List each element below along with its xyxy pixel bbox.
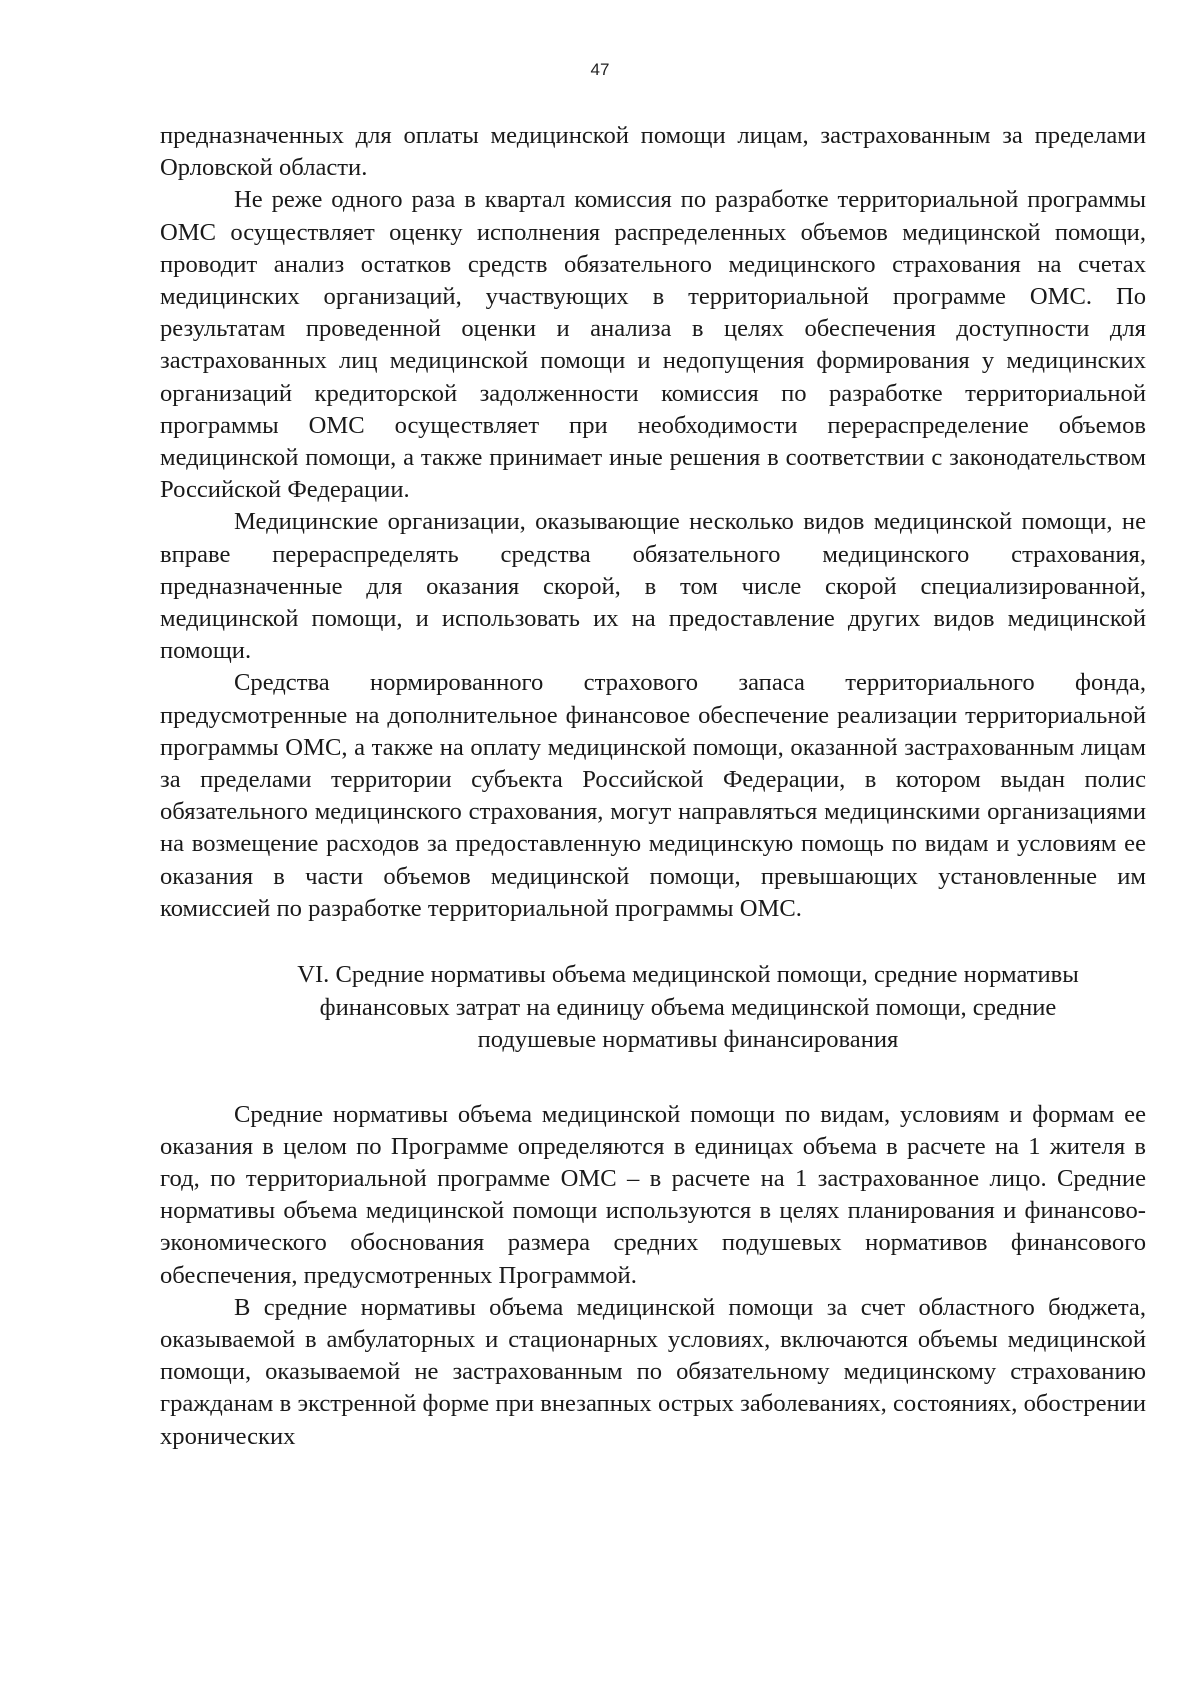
page-number: 47 bbox=[590, 60, 610, 79]
paragraph-medical-organizations: Медицинские организации, оказывающие несколько видов медицинской помощи, не вправе перераспределять средства обязательного медицинского страхования, предназначенные для оказания скорой, в том числе скорой специализированной, медицинской помощи, и использовать их на предоставление других видов медицинской помощи. bbox=[160, 508, 1146, 665]
paragraph-commission-assessment: Не реже одного раза в квартал комиссия по разработке территориальной программы ОМС осуществляет оценку исполнения распределенных объемов медицинской помощи, проводит анализ остатков средств обязательного медицинского страхования на счетах медицинских организаций, участвующих в территориальной программе ОМС. По результатам проведенной оценки и анализа в целях обеспечения доступности для застрахованных лиц медицинской помощи и недопущения формирования у медицинских организаций кредиторской задолженности комиссия по разработке территориальной программы ОМС осуществляет при необходимости перераспределение объемов медицинской помощи, а также принимает иные решения в соответствии с законодательством Российской Федерации. bbox=[160, 186, 1146, 504]
paragraph-continuation: предназначенных для оплаты медицинской помощи лицам, застрахованным за пределами Орловской области. bbox=[160, 122, 1146, 182]
section-heading: VI. Средние нормативы объема медицинской помощи, средние нормативы финансовых затрат на единицу объема медицинской помощи, средние подушевые нормативы финансирования bbox=[297, 961, 1079, 1054]
paragraph-insurance-reserve: Средства нормированного страхового запаса территориального фонда, предусмотренные на дополнительное финансовое обеспечение реализации территориальной программы ОМС, а также на оплату медицинской помощи, оказанной застрахованным лицам за пределами территории субъекта Российской Федерации, в котором выдан полис обязательного медицинского страхования, могут направляться медицинскими организациями на возмещение расходов за предоставленную медицинскую помощь по видам и условиям ее оказания в части объемов медицинской помощи, превышающих установленные им комиссией по разработке территориальной программы ОМС. bbox=[160, 669, 1146, 922]
paragraph-regional-budget: В средние нормативы объема медицинской помощи за счет областного бюджета, оказываемой в амбулаторных и стационарных условиях, включаются объемы медицинской помощи, оказываемой не застрахованным по обязательному медицинскому страхованию гражданам в экстренной форме при внезапных острых заболеваниях, состояниях, обострении хронических bbox=[160, 1293, 1146, 1450]
paragraph-average-norms: Средние нормативы объема медицинской помощи по видам, условиям и формам ее оказания в целом по Программе определяются в единицах объема в расчете на 1 жителя в год, по территориальной программе ОМС – в расчете на 1 застрахованное лицо. Средние нормативы объема медицинской помощи используются в целях планирования и финансово-экономического обоснования размера средних подушевых нормативов финансового обеспечения, предусмотренных Программой. bbox=[160, 1100, 1146, 1289]
document-body bbox=[160, 120, 1146, 1453]
